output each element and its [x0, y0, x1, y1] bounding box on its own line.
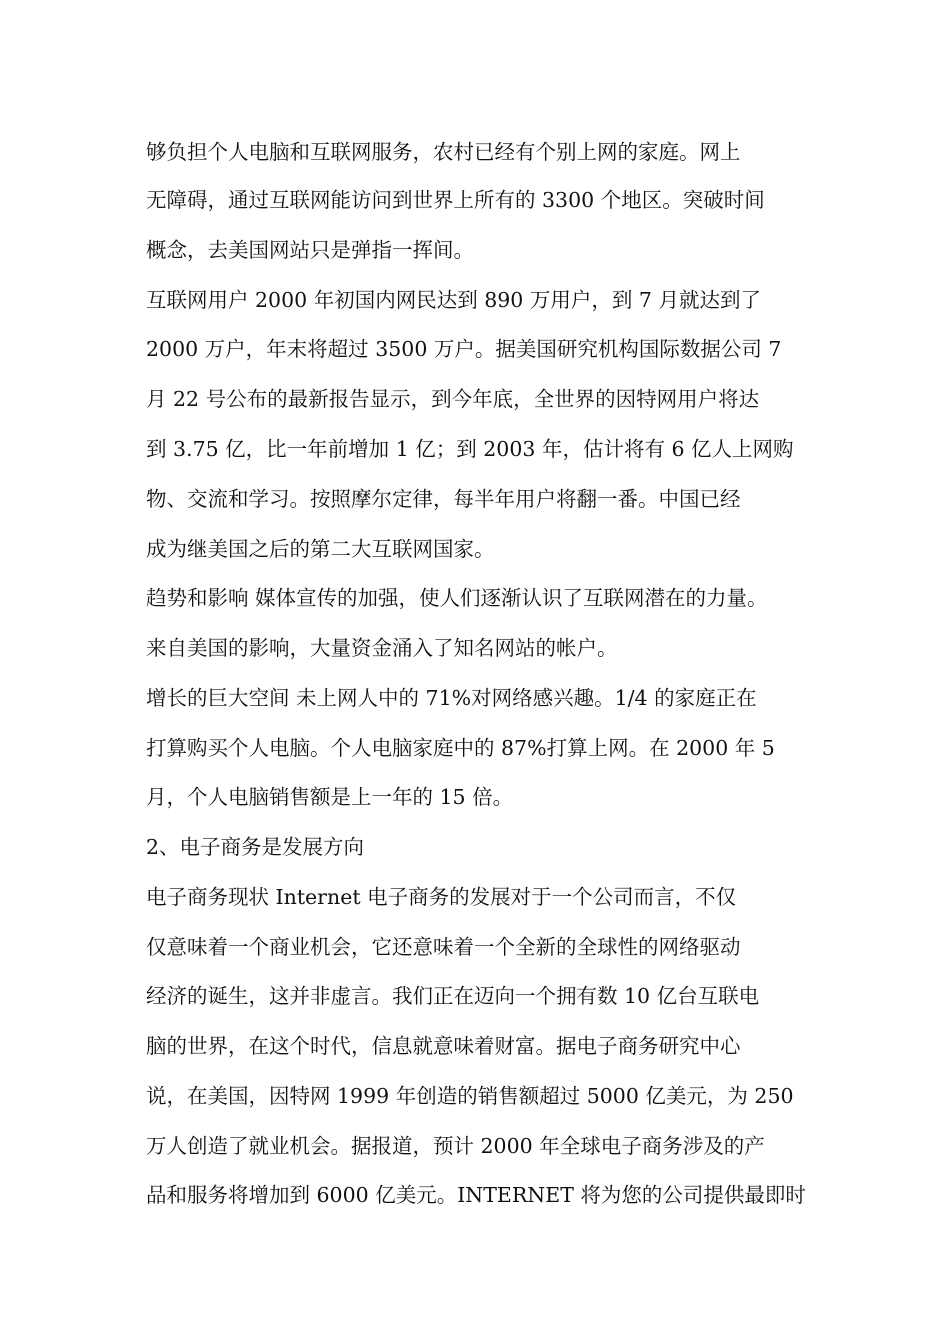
text-line: 电子商务现状 Internet 电子商务的发展对于一个公司而言，不仅 — [146, 885, 737, 909]
text-line: 物、交流和学习。按照摩尔定律，每半年用户将翻一番。中国已经 — [146, 487, 741, 511]
section-heading: 2、电子商务是发展方向 — [146, 835, 365, 859]
text-line: 打算购买个人电脑。个人电脑家庭中的 87%打算上网。在 2000 年 5 — [146, 736, 775, 760]
text-line: 无障碍，通过互联网能访问到世界上所有的 3300 个地区。突破时间 — [146, 188, 765, 212]
text-line: 来自美国的影响，大量资金涌入了知名网站的帐户。 — [146, 636, 618, 660]
text-line: 仅意味着一个商业机会，它还意味着一个全新的全球性的网络驱动 — [146, 935, 741, 959]
text-line: 2000 万户，年末将超过 3500 万户。据美国研究机构国际数据公司 7 — [146, 337, 782, 361]
text-line: 万人创造了就业机会。据报道，预计 2000 年全球电子商务涉及的产 — [146, 1134, 765, 1158]
text-line: 脑的世界，在这个时代，信息就意味着财富。据电子商务研究中心 — [146, 1034, 741, 1058]
text-line: 趋势和影响 媒体宣传的加强，使人们逐渐认识了互联网潜在的力量。 — [146, 586, 768, 610]
text-line: 概念，去美国网站只是弹指一挥间。 — [146, 238, 474, 262]
text-line: 说，在美国，因特网 1999 年创造的销售额超过 5000 亿美元，为 250 — [146, 1084, 794, 1108]
text-line: 互联网用户 2000 年初国内网民达到 890 万用户，到 7 月就达到了 — [146, 288, 761, 312]
text-line: 到 3.75 亿，比一年前增加 1 亿；到 2003 年，估计将有 6 亿人上网购 — [146, 437, 794, 461]
text-line: 增长的巨大空间 未上网人中的 71%对网络感兴趣。1/4 的家庭正在 — [146, 686, 757, 710]
text-line: 够负担个人电脑和互联网服务，农村已经有个别上网的家庭。网上 — [146, 140, 741, 164]
text-line: 月，个人电脑销售额是上一年的 15 倍。 — [146, 785, 514, 809]
text-line: 经济的诞生，这并非虚言。我们正在迈向一个拥有数 10 亿台互联电 — [146, 984, 760, 1008]
text-line: 品和服务将增加到 6000 亿美元。INTERNET 将为您的公司提供最即时 — [146, 1183, 806, 1207]
text-line: 月 22 号公布的最新报告显示，到今年底，全世界的因特网用户将达 — [146, 387, 760, 411]
text-line: 成为继美国之后的第二大互联网国家。 — [146, 537, 495, 561]
